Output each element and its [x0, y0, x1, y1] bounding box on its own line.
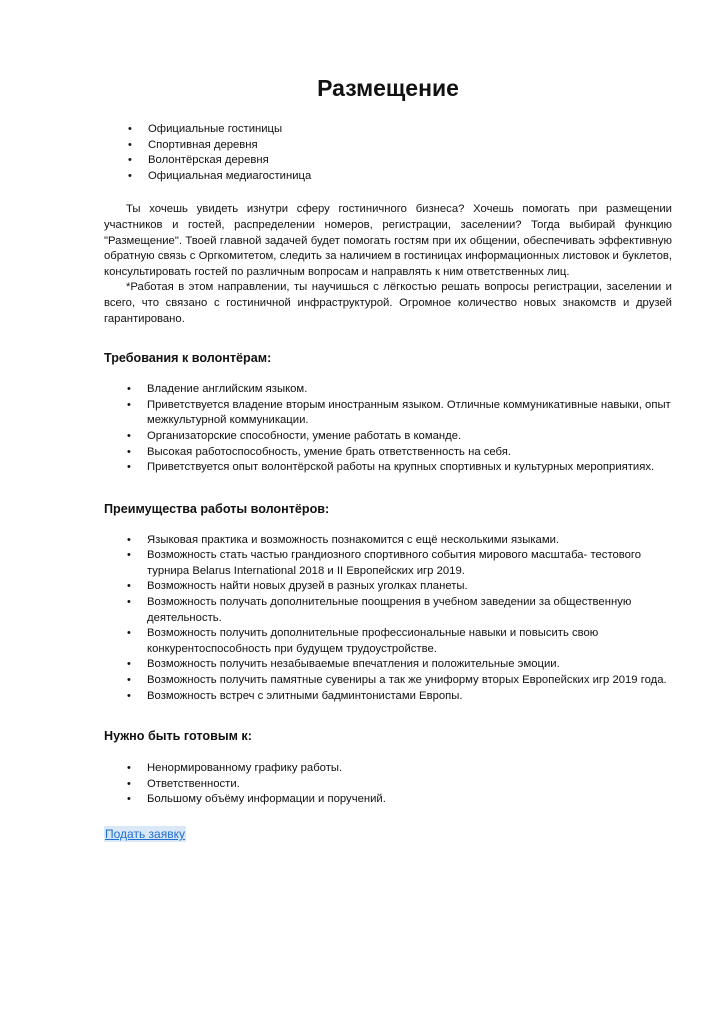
requirements-list — [147, 382, 672, 476]
advantages-list — [147, 533, 672, 705]
list-item: • Возможность получать дополнительные поощрения в учебном заведении за общественную деятельность. — [147, 595, 672, 626]
requirements-heading: Требования к волонтёрам: — [104, 351, 272, 366]
list-item: • Официальные гостиницы — [148, 122, 672, 138]
document-page — [104, 74, 672, 843]
list-item: • Возможность встреч с элитными бадминтонистами Европы. — [147, 689, 672, 705]
list-item: • Приветствуется опыт волонтёрской работы на крупных спортивных и культурных мероприятиях. — [147, 460, 672, 476]
advantages-heading: Преимущества работы волонтёров: — [104, 501, 330, 516]
list-item: • Большому объёму информации и поручений. — [147, 792, 672, 808]
description-paragraph: Ты хочешь увидеть изнутри сферу гостиничного бизнеса? Хочешь помогать при размещении участников и гостей, распределении номеров, регистрации, заселении? Тогда выбирай функцию "Размещение". Твоей главной задачей будет помогать гостям при их общении, обеспечивать эффективную обратную связь с Оргкомитетом, следить за наличием в гостиницах информационных листовок и буклетов, консультировать гостей по различным вопросам и направлять к ним ответственных лиц. — [104, 203, 672, 278]
apply-link[interactable]: Подать заявку — [105, 827, 185, 841]
list-item: • Волонтёрская деревня — [148, 153, 672, 169]
list-item: • Возможность получить незабываемые впечатления и положительные эмоции. — [147, 657, 672, 673]
description-paragraph: *Работая в этом направлении, ты научишься с лёгкостью решать вопросы регистрации, заселении и всего, что связано с гостиничной инфраструктурой. Огромное количество новых знакомств и друзей гарантировано. — [104, 281, 672, 325]
list-item: • Приветствуется владение вторым иностранным языком. Отличные коммуникативные навыки, опыт межкультурной коммуникации. — [147, 398, 672, 429]
list-item: • Спортивная деревня — [148, 138, 672, 154]
list-item: • Языковая практика и возможность познакомится с ещё несколькими языками. — [147, 533, 672, 549]
list-item: • Возможность стать частью грандиозного спортивного события мирового масштаба- тестового турнира Belarus International 2018 и II Европейских игр 2019. — [147, 548, 672, 579]
description — [104, 202, 672, 327]
list-item: • Ответственности. — [147, 777, 672, 793]
list-item: • Возможность получить памятные сувениры а так же униформу вторых Европейских игр 2019 года. — [147, 673, 672, 689]
list-item: • Ненормированному графику работы. — [147, 761, 672, 777]
list-item: • Организаторские способности, умение работать в команде. — [147, 429, 672, 445]
list-item: • Высокая работоспособность, умение брать ответственность на себя. — [147, 445, 672, 461]
list-item: • Официальная медиагостиница — [148, 169, 672, 185]
list-item: • Возможность получить дополнительные профессиональные навыки и повысить свою конкурентоспособность при будущем трудоустройстве. — [147, 626, 672, 657]
ready-list — [147, 761, 672, 808]
ready-heading: Нужно быть готовым к: — [104, 729, 252, 744]
list-item: • Владение английским языком. — [147, 382, 672, 398]
page-title: Размещение — [317, 75, 459, 101]
list-item: • Возможность найти новых друзей в разных уголках планеты. — [147, 579, 672, 595]
places-list — [148, 122, 672, 184]
